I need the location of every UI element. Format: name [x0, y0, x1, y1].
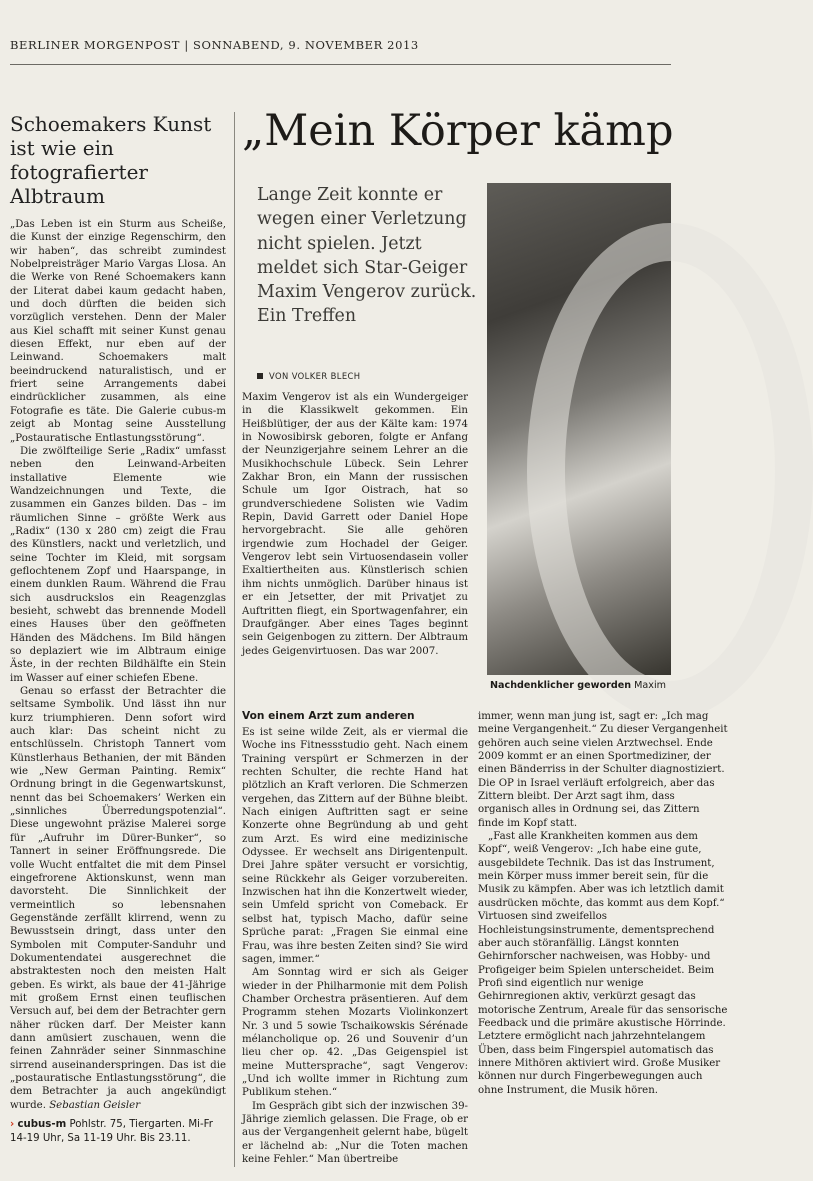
portrait-photo [487, 183, 671, 675]
main-article-paragraph: „Fast alle Krankheiten kommen aus dem Kopf“, weiß Vengerov: „Ich habe eine gute, ausgebildete Technik. Das ist das Instrument, mein Körper muss immer bereit sein, für die Musik zu kämpfen. Aber was ich letztlich damit ausdrücken möchte, das kommt aus dem Kopf.“ Virtuosen sind zweifellos Hochleistungsinstrumente, dementsprechend aber auch störanfällig. Längst konnten Gehirnforscher nachweisen, was Hobby- und Profigeiger beim Spielen unterscheidet. Beim Profi sind eigentlich nur wenige Gehirnregionen aktiv, verkürzt gesagt das motorische Zentrum, Areale für das sensorische Feedback und die primäre akustische Hörrinde. Letztere ermöglicht nach jahrzehntelangem Üben, dass beim Fingerspiel automatisch das innere Mithören aktiviert wird. Große Musiker können nur durch Fingerbewegungen auch ohne Instrument, die Musik hören. [478, 831, 728, 1096]
caption-rest: Maxim [634, 680, 666, 691]
left-article-author: Sebastian Geisler [49, 1099, 141, 1111]
left-article-paragraph: Die zwölfteilige Serie „Radix“ umfasst neben den Leinwand-Arbeiten installative Elemente wie Wandzeichnungen und Texte, die zusammen ein Ganzes bilden. Das – im räumlichen Sinne – größte Werk aus „Radix“ (130 x 280 cm) zeigt die Frau des Künstlers, nackt und verletzlich, und seine Tochter im Kleid, mit sorgsam geflochtenem Zopf und Haarspange, in einem dunklen Raum. Während die Frau sich ausdruckslos ein Reagenzglas besieht, schwebt das brennende Modell eines Hauses über den geöffneten Händen des Mädchens. Im Bild hängen so deplaziert wie im Albtraum einige Äste, in der rechten Bildhälfte ein Stein im Wasser auf einer schiefen Ebene. [10, 445, 226, 684]
masthead: BERLINER MORGENPOST | SONNABEND, 9. NOVEMBER 2013 [10, 38, 419, 52]
left-article-paragraph: „Das Leben ist ein Sturm aus Scheiße, die Kunst der einzige Regenschirm, den wir haben“, das schreibt zumindest Nobelpreisträger Mario Vargas Llosa. An die Werke von René Schoemakers kann der Literat dabei kaum gedacht haben, und doch dürften die beiden sich vorzüglich verstehen. Denn der Maler aus Kiel schafft mit seiner Kunst genau diesen Effekt, nur eben auf der Leinwand. Schoemakers malt beeindruckend naturalistisch, und er friert seine Arrangements dabei eindrücklicher zusammen, als eine Fotografie es täte. Die Galerie cubus-m zeigt ab Montag seine Ausstellung „Postauratische Entlastungsstörung“. [10, 219, 226, 444]
main-article-paragraph: Maxim Vengerov ist als ein Wundergeiger in die Klassikwelt gekommen. Ein Heißblütiger, der aus der Kälte kam: 1974 in Nowosibirsk geboren, folgte er Anfang der Neunzigerjahre seinem Lehrer an die Musikhochschule Lübeck. Sein Lehrer Zakhar Bron, ein Mann der russischen Schule um Igor Oistrach, hat so grundverschiedene Solisten wie Vadim Repin, David Garrett oder Daniel Hope hervorgebracht. Sie alle gehören irgendwie zum Hochadel der Geiger. Vengerov lebt sein Virtuosendasein voller Exaltiertheiten aus. Künstlerisch schien ihm nichts unmöglich. Darüber hinaus ist er ein Jetsetter, der mit Privatjet zu Auftritten fliegt, ein Sportwagenfahrer, ein Draufgänger. Aber eines Tages beginnt sein Geigenbogen zu zittern. Der Albtraum jedes Geigenvirtuosen. Das war 2007. [242, 392, 468, 657]
info-venue: cubus-m [17, 1119, 67, 1131]
left-article-paragraph-text: Genau so erfasst der Betrachter die seltsame Symbolik. Und lässt ihn nur kurz triumphieren. Denn sofort wird auch klar: Das scheint nicht zu entschlüsseln. Christoph Tannert vom Künstlerhaus Bethanien, der mit Bänden wie „New German Painting. Remix“ Ordnung bringt in die Gegenwartskunst, nennt das bei Schoemakers’ Werken ein „sinnliches Überredungspotenzial“. Diese ungewohnt präzise Malerei sorge für „Aufruhr im Dürer-Bunker“, so Tannert in seiner Eröffnungsrede. Die volle Wucht entfaltet die mit dem Pinsel eingefrorene Aktionskunst, wenn man davorsteht. Die Sinnlichkeit der vermeintlich so lebensnahen Gegenstände zerfällt klirrend, wenn zu Bewusstsein dringt, dass unter den Symbolen mit Computer-Sanduhr und Dokumentendatei ausgerechnet die abstraktesten noch den meisten Halt geben. Es wirkt, als baue der 41-Jährige mit großem Ernst einen teuflischen Versuch auf, bei dem der Betrachter gern näher rücken darf. Der Meister kann dann amüsiert zuschauen, wenn die feinen Zahnräder seiner Sinnmaschine sirrend auseinanderspringen. Das ist die „postauratische Entlastungsstörung“, die dem Betrachter ja auch angekündigt wurde. [10, 686, 226, 1111]
left-article-body [10, 218, 226, 1112]
main-article-paragraph: Im Gespräch gibt sich der inzwischen 39-Jährige ziemlich gelassen. Die Frage, ob er aus der Vergangenheit gelernt habe, bügelt er lächelnd ab: „Nur die Toten machen keine Fehler.“ Man übertreibe [242, 1100, 468, 1165]
left-article-paragraph [10, 685, 226, 1112]
subhead: Von einem Arzt zum anderen [242, 710, 415, 722]
main-article-paragraph: immer, wenn man jung ist, sagt er: „Ich mag meine Vergangenheit.“ Zu dieser Vergangenheit gehören auch seine vielen Arztwechsel. Ende 2009 kommt er an einen Sportmediziner, der einen Bänderriss in der Schulter diagnostiziert. Die OP in Israel verläuft erfolgreich, aber das Zittern bleibt. Der Arzt sagt ihm, dass organisch alles in Ordnung sei, das Zittern finde im Kopf statt. [478, 711, 728, 829]
caption-bold: Nachdenklicher geworden [490, 680, 632, 691]
left-article-headline: Schoemakers Kunst ist wie ein fotografierter Albtraum [10, 112, 212, 208]
column-divider [234, 112, 235, 1167]
main-standfirst: Lange Zeit konnte er wegen einer Verletzung nicht spielen. Jetzt meldet sich Star-Geiger Maxim Vengerov zurück. Ein Treffen [257, 185, 477, 327]
main-headline: „Mein Körper kämp [242, 106, 674, 156]
main-article-intro [242, 391, 468, 658]
left-article [10, 112, 226, 1145]
exhibition-info [10, 1118, 226, 1145]
info-details: Pohlstr. 75, Tiergarten. Mi-Fr 14-19 Uhr, Sa 11-19 Uhr. Bis 23.11. [10, 1119, 213, 1144]
info-arrow-icon: › [10, 1119, 15, 1131]
byline-square-icon [257, 373, 263, 379]
main-article-column [242, 710, 468, 1166]
photo-shape [527, 223, 813, 719]
byline-text: VON VOLKER BLECH [269, 371, 361, 381]
main-article-paragraph: Am Sonntag wird er sich als Geiger wieder in der Philharmonie mit dem Polish Chamber Orchestra präsentieren. Auf dem Programm stehen Mozarts Violinkonzert Nr. 3 und 5 sowie Tschaikowskis Sérénade mélancholique op. 26 und Souvenir d’un lieu cher op. 42. „Das Geigenspiel ist meine Muttersprache“, sagt Vengerov: „Und ich wollte immer in Richtung zum Publikum stehen.“ [242, 967, 468, 1099]
main-article-paragraph: Es ist seine wilde Zeit, als er viermal die Woche ins Fitnessstudio geht. Nach einem Training verspürt er Schmerzen in der rechten Schulter, die rechte Hand hat plötzlich an Kraft verloren. Die Schmerzen vergehen, das Zittern auf der Bühne bleibt. Nach einigen Auftritten sagt er seine Konzerte ohne Begründung ab und geht zum Arzt. Es wird eine medizinische Odyssee. Er wechselt ans Dirigentenpult. Drei Jahre später versucht er vorsichtig, seine Rückkehr als Geiger vorzubereiten. Inzwischen hat ihn die Konzertwelt wieder, sein Umfeld spricht von Comeback. Er selbst hat, typisch Macho, dafür seine Sprüche parat: „Fragen Sie einmal eine Frau, was ihre besten Zeiten sind? Sie wird sagen, immer.“ [242, 727, 468, 965]
byline [257, 371, 360, 381]
masthead-rule [10, 64, 671, 65]
photo-caption [490, 680, 666, 691]
main-article-right-column [478, 710, 728, 1097]
